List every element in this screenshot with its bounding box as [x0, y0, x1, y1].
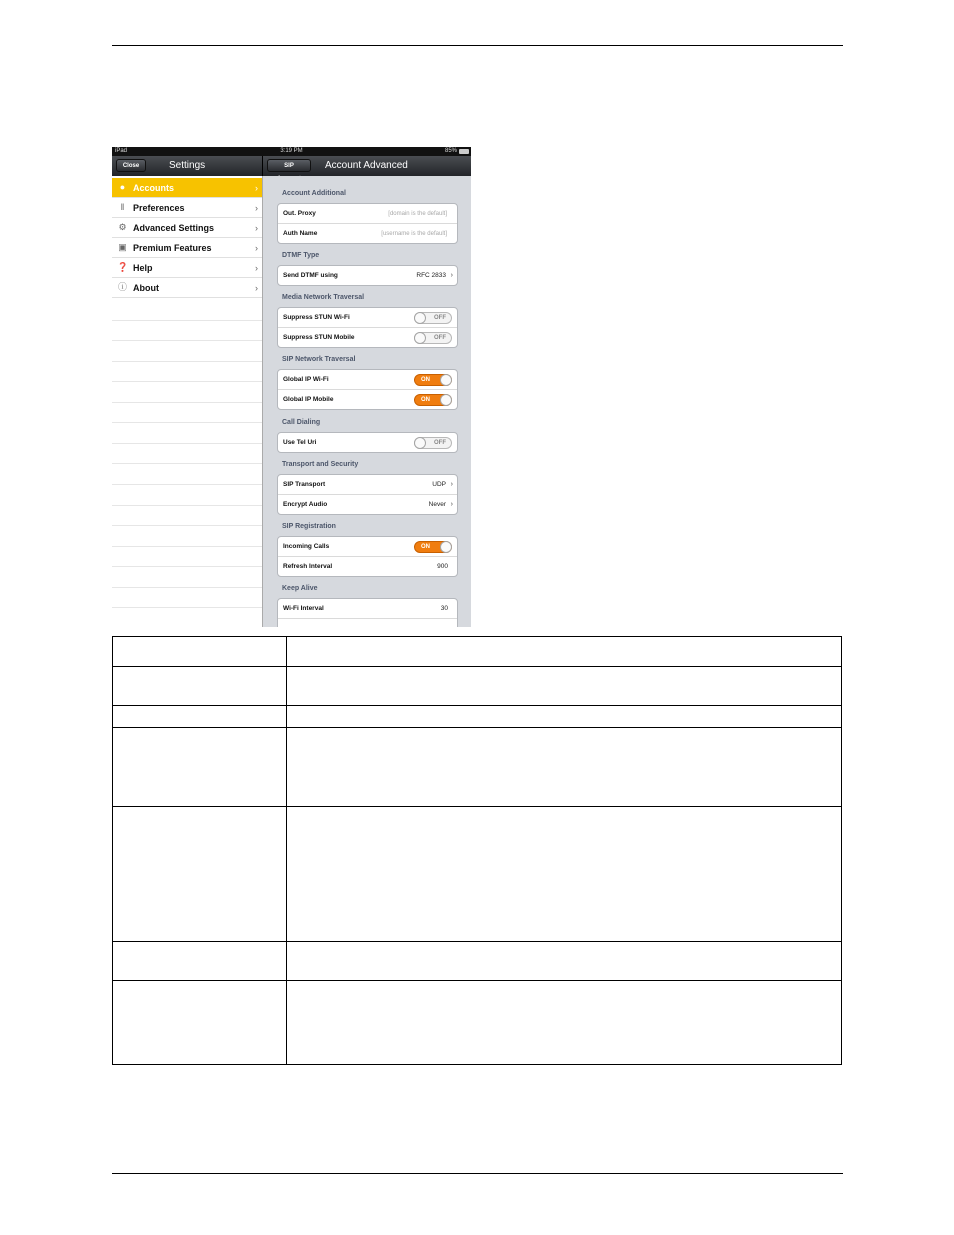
gears-icon: ⚙: [118, 222, 127, 232]
sidebar-item-advanced-settings[interactable]: [112, 218, 262, 238]
toggle-state: OFF: [434, 335, 446, 341]
chevron-right-icon: ›: [255, 263, 258, 273]
table-cell: [286, 666, 842, 706]
toggle-knob: [414, 437, 426, 449]
sidebar-divider: [112, 484, 262, 485]
global-ip-wifi-label: Global IP Wi-Fi: [283, 376, 329, 383]
toggle-knob: [414, 312, 426, 324]
encrypt-audio-value: Never: [428, 501, 446, 508]
sidebar-item-preferences[interactable]: [112, 198, 262, 218]
incoming-calls-row: [278, 537, 457, 557]
out-proxy-input[interactable]: [domain is the default]: [388, 211, 447, 217]
info-icon: ⓘ: [117, 282, 127, 292]
sidebar-divider: [112, 361, 262, 362]
section-header-keep-alive: Keep Alive: [282, 585, 318, 592]
refresh-interval-value[interactable]: 900: [437, 563, 448, 570]
global-ip-mobile-row: [278, 390, 457, 410]
chevron-right-icon: ›: [255, 203, 258, 213]
accounts-icon: ●: [119, 182, 126, 192]
incoming-calls-label: Incoming Calls: [283, 543, 330, 550]
group-dtmf-type: [277, 265, 458, 286]
use-tel-uri-label: Use Tel Uri: [283, 439, 317, 446]
chevron-right-icon: ›: [255, 183, 258, 193]
toggle-knob: [440, 541, 452, 553]
group-account-additional: [277, 203, 458, 244]
table-cell: [112, 806, 287, 942]
help-icon: ❓: [117, 262, 129, 272]
footer-rule: [112, 1173, 843, 1174]
table-cell: [112, 941, 287, 981]
wifi-interval-row[interactable]: [278, 599, 457, 619]
sip-account-back-button[interactable]: SIP: [267, 159, 311, 172]
group-sip-registration: [277, 536, 458, 577]
sip-transport-row[interactable]: [278, 475, 457, 495]
encrypt-audio-row[interactable]: [278, 495, 457, 515]
table-cell: [286, 705, 842, 728]
table-cell: [286, 727, 842, 807]
group-media-network: [277, 307, 458, 348]
wifi-interval-label: Wi-Fi Interval: [283, 605, 324, 612]
table-cell: [112, 666, 287, 706]
sidebar-divider: [112, 381, 262, 382]
sidebar-divider: [112, 320, 262, 321]
sidebar-item-label: Premium Features: [133, 243, 212, 253]
refresh-interval-row[interactable]: [278, 557, 457, 577]
status-bar: [112, 147, 471, 156]
toggle-state: ON: [421, 397, 430, 403]
toggle-state: ON: [421, 377, 430, 383]
table-cell: [112, 980, 287, 1065]
cart-icon: ▣: [118, 242, 127, 252]
settings-description-table: [112, 636, 842, 1065]
sidebar-item-premium-features[interactable]: [112, 238, 262, 258]
sidebar-item-accounts[interactable]: [112, 178, 262, 198]
section-header-media-network: Media Network Traversal: [282, 294, 365, 301]
auth-name-input[interactable]: [username is the default]: [381, 231, 447, 237]
ipad-screenshot: [112, 147, 471, 627]
settings-title: Settings: [169, 160, 206, 171]
out-proxy-row[interactable]: [278, 204, 457, 224]
table-cell: [286, 980, 842, 1065]
sidebar-divider: [112, 443, 262, 444]
status-device: iPad: [115, 148, 128, 154]
close-button[interactable]: Close: [116, 159, 146, 172]
suppress-stun-wifi-row: [278, 308, 457, 328]
status-battery: 85%: [444, 148, 457, 154]
preferences-icon: ‖: [120, 202, 125, 212]
table-cell: [112, 705, 287, 728]
chevron-right-icon: ›: [450, 501, 453, 508]
sidebar-item-help[interactable]: [112, 258, 262, 278]
send-dtmf-value: RFC 2833: [416, 272, 446, 279]
chevron-right-icon: ›: [255, 243, 258, 253]
toggle-knob: [440, 374, 452, 386]
section-header-sip-network: SIP Network Traversal: [282, 356, 356, 363]
table-cell: [286, 806, 842, 942]
account-advanced-title: Account Advanced: [325, 160, 408, 171]
battery-icon: [459, 149, 469, 154]
header-rule: [112, 45, 843, 46]
refresh-interval-label: Refresh Interval: [283, 563, 333, 570]
use-tel-uri-toggle[interactable]: [414, 437, 452, 449]
incoming-calls-toggle[interactable]: [414, 541, 452, 553]
encrypt-audio-label: Encrypt Audio: [283, 501, 328, 508]
chevron-right-icon: ›: [450, 272, 453, 279]
settings-sidebar: [112, 176, 263, 627]
toggle-state: ON: [421, 544, 430, 550]
toggle-state: OFF: [434, 315, 446, 321]
account-advanced-nav-bar: [263, 156, 471, 176]
auth-name-label: Auth Name: [283, 230, 318, 237]
suppress-stun-wifi-toggle[interactable]: [414, 312, 452, 324]
wifi-interval-value[interactable]: 30: [440, 605, 448, 612]
sidebar-item-label: Accounts: [133, 183, 175, 193]
chevron-right-icon: ›: [255, 283, 258, 293]
section-header-dtmf-type: DTMF Type: [282, 252, 320, 259]
sidebar-divider: [112, 402, 262, 403]
toggle-knob: [440, 394, 452, 406]
sidebar-divider: [112, 587, 262, 588]
global-ip-wifi-toggle[interactable]: [414, 374, 452, 386]
sidebar-divider: [112, 546, 262, 547]
toggle-knob: [414, 332, 426, 344]
chevron-right-icon: ›: [255, 223, 258, 233]
send-dtmf-row[interactable]: [278, 266, 457, 286]
auth-name-row[interactable]: [278, 224, 457, 244]
section-header-account-additional: Account Additional: [282, 190, 346, 197]
suppress-stun-mobile-row: [278, 328, 457, 348]
sidebar-item-label: Help: [133, 263, 153, 273]
send-dtmf-label: Send DTMF using: [283, 272, 338, 279]
section-header-transport: Transport and Security: [282, 461, 359, 468]
group-call-dialing: [277, 432, 458, 453]
sidebar-divider: [112, 607, 262, 608]
sidebar-item-about[interactable]: [112, 278, 262, 298]
global-ip-mobile-label: Global IP Mobile: [283, 396, 334, 403]
suppress-stun-mobile-toggle[interactable]: [414, 332, 452, 344]
sidebar-divider: [112, 422, 262, 423]
sidebar-divider: [112, 525, 262, 526]
sidebar-divider: [112, 505, 262, 506]
settings-nav-bar: [112, 156, 263, 176]
use-tel-uri-row: [278, 433, 457, 453]
sip-transport-label: SIP Transport: [283, 481, 326, 488]
list-item[interactable]: [278, 619, 457, 627]
sidebar-divider: [112, 340, 262, 341]
account-advanced-panel: [263, 176, 471, 627]
group-keep-alive: [277, 598, 458, 627]
group-transport: [277, 474, 458, 515]
sidebar-item-label: Preferences: [133, 203, 185, 213]
suppress-stun-wifi-label: Suppress STUN Wi-Fi: [283, 314, 350, 321]
table-cell: [286, 636, 842, 667]
sidebar-item-label: About: [133, 283, 159, 293]
global-ip-wifi-row: [278, 370, 457, 390]
sidebar-divider: [112, 463, 262, 464]
table-cell: [112, 727, 287, 807]
status-time: 3:19 PM: [280, 148, 303, 154]
sip-transport-value: UDP: [432, 481, 446, 488]
group-sip-network: [277, 369, 458, 410]
table-cell: [112, 636, 287, 667]
sidebar-item-label: Advanced Settings: [133, 223, 215, 233]
table-cell: [286, 941, 842, 981]
out-proxy-label: Out. Proxy: [283, 210, 316, 217]
chevron-right-icon: ›: [450, 481, 453, 488]
toggle-state: OFF: [434, 440, 446, 446]
sidebar-divider: [112, 566, 262, 567]
section-header-sip-registration: SIP Registration: [282, 523, 336, 530]
global-ip-mobile-toggle[interactable]: [414, 394, 452, 406]
section-header-call-dialing: Call Dialing: [282, 419, 321, 426]
suppress-stun-mobile-label: Suppress STUN Mobile: [283, 334, 355, 341]
